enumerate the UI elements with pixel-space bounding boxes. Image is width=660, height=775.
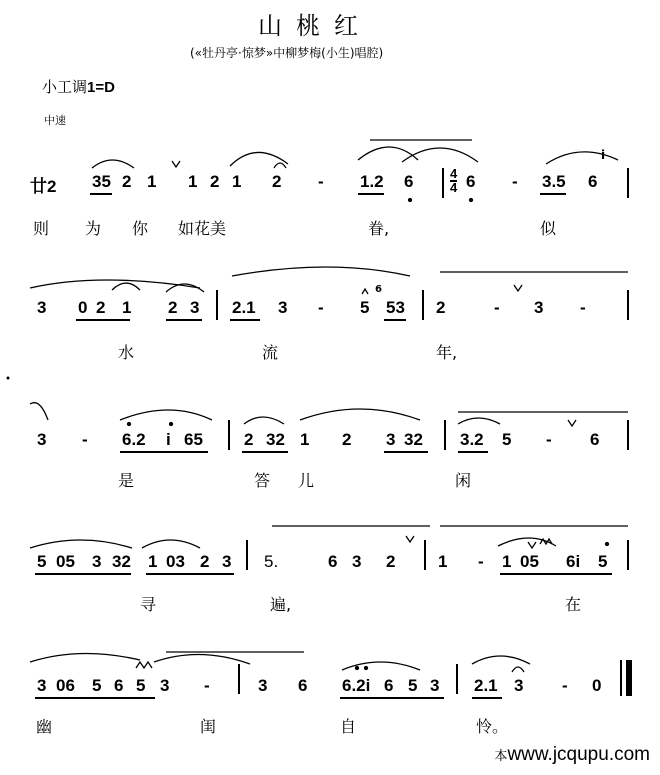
note: 5. [264,552,279,571]
dash: - [318,298,324,317]
breath-mark [568,420,576,426]
note: 0 [78,298,88,317]
dash: - [512,172,518,191]
note: 32 [112,552,131,571]
slur [472,656,530,664]
slur [112,283,140,290]
note: 1 [502,552,512,571]
note: 65 [184,430,203,449]
lyric: 怜。 [476,717,509,736]
slur [232,267,410,276]
note: 2 [272,172,282,191]
note: 3 [92,552,102,571]
note: 6 [298,676,308,695]
breath-mark [172,161,180,167]
note: 3 [514,676,524,695]
note: 35 [92,172,111,191]
note: 5 [92,676,102,695]
note: 2 [200,552,210,571]
note: 6 [328,552,338,571]
note: 5 [360,298,370,317]
slur [546,152,618,164]
grace-note: 6 [375,284,382,295]
dash: - [562,676,568,695]
lyric: 流 [262,343,279,362]
note: 05 [56,552,75,571]
lyric: 幽 [36,717,53,736]
note: 3 [386,430,396,449]
tempo-marking: 中速 [44,114,66,127]
note: 6 [114,676,124,695]
slur [154,654,250,664]
note: 1 [147,172,157,191]
watermark-prefix: 本 [494,748,508,763]
watermark-url: www.jcqupu.com [507,744,650,765]
slur [120,410,212,420]
ornament-mordent [136,662,152,668]
dot-below [409,199,412,202]
note: 2 [122,172,132,191]
note: 6i [566,552,581,571]
note: 6.2 [122,430,146,449]
lyric: 是 [118,471,135,490]
lyric: 眷, [368,219,390,238]
note: 3.2 [460,430,484,449]
note: 3 [190,298,200,317]
note: 0 [592,676,602,695]
grace-note: i [601,148,606,162]
lyric: 为 [85,219,102,238]
lyric: 儿 [298,471,315,490]
lyric: 答 [254,471,271,490]
note: 2 [168,298,178,317]
dash: - [478,552,484,571]
note: 06 [56,676,75,695]
slur [342,662,420,670]
lyric: 闺 [200,717,217,736]
dash: - [494,298,500,317]
note: 6 [590,430,600,449]
note: 3 [258,676,268,695]
note: 05 [520,552,539,571]
note: 5 [502,430,512,449]
note: 32 [404,430,423,449]
lyric: 你 [132,219,149,238]
page-title: 山桃红 [258,12,372,40]
dash: - [580,298,586,317]
lyric: 则 [33,219,50,238]
note: 3 [352,552,362,571]
note: 32 [266,430,285,449]
slur [30,653,140,662]
note: 3 [222,552,232,571]
watermark [494,744,650,766]
dot-above [170,423,173,426]
note: 6 [466,172,476,191]
note: 03 [166,552,185,571]
note: 5 [598,552,608,571]
note: 1 [122,298,132,317]
dot-below [470,199,473,202]
dash: - [318,172,324,191]
dot-above [606,543,609,546]
slur [402,148,478,162]
note: 2 [386,552,396,571]
slur [244,417,284,424]
note: 1 [148,552,158,571]
lyric: 似 [540,219,557,238]
note: 3 [430,676,440,695]
note: 3 [37,298,47,317]
note: 1.2 [360,172,384,191]
meter-free: 廿2 [30,177,57,196]
note: 3 [278,298,288,317]
slur [30,403,48,420]
breath-mark [514,285,522,291]
lyric: 闲 [455,471,472,490]
note: 6 [404,172,414,191]
note: 5 [408,676,418,695]
note: 2.1 [232,298,256,317]
meter-denominator: 4 [450,180,458,195]
fermata [512,667,524,672]
lyric: 如花美 [178,219,227,238]
lyric: 年, [436,343,458,362]
slur [458,418,500,424]
breath-mark [528,542,536,548]
lyric: 遍, [270,595,292,614]
note: 6 [384,676,394,695]
note: 3 [37,430,47,449]
key-prefix: 小工调 [42,78,88,96]
slur [92,160,134,168]
slur [300,409,420,420]
breath-mark [406,536,414,542]
note: i [166,430,171,449]
note: 1 [438,552,448,571]
note: 2 [210,172,220,191]
slur [230,152,288,166]
note: 2 [436,298,446,317]
lyric: 自 [340,717,357,736]
key-value: 1=D [87,79,115,96]
lyric: 水 [118,343,135,362]
dot-above [365,667,368,670]
dash: - [82,430,88,449]
note: 5 [37,552,47,571]
note: 3 [37,676,47,695]
note: 1 [300,430,310,449]
fermata [274,163,286,168]
dot-above [356,667,359,670]
note: 5 [136,676,146,695]
note: 1 [232,172,242,191]
note: 2.1 [474,676,498,695]
slur [30,540,132,548]
note: 1 [188,172,198,191]
note: 3 [534,298,544,317]
note: 6.2i [342,676,371,695]
note: 6 [588,172,598,191]
lyric: 在 [565,595,582,614]
note: 2 [96,298,106,317]
note: 3.5 [542,172,566,191]
ornament-mordent [362,289,368,294]
dash: - [546,430,552,449]
stray-tick [7,377,9,379]
note: 2 [342,430,352,449]
dash: - [204,676,210,695]
slur [142,540,200,548]
meter-numerator: 4 [450,166,458,181]
lyric: 寻 [140,595,157,614]
note: 53 [386,298,405,317]
note: 3 [160,676,170,695]
note: 2 [244,430,254,449]
dot-above [128,423,131,426]
page-subtitle: («牡丹亭·惊梦»中柳梦梅(小生)唱腔) [190,46,384,60]
